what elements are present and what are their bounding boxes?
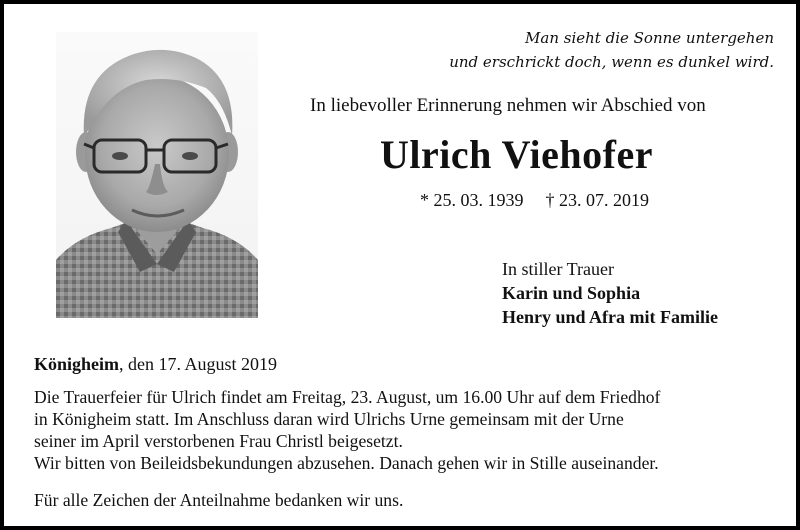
intro-line: In liebevoller Erinnerung nehmen wir Abschied von: [310, 95, 706, 116]
closing-thanks: Für alle Zeichen der Anteilnahme bedanken wir uns.: [34, 490, 404, 510]
mourners-lead: In stiller Trauer: [502, 259, 614, 279]
death-date: † 23. 07. 2019: [545, 190, 649, 210]
portrait-photo: [56, 32, 258, 318]
motto-quote: [449, 26, 774, 74]
motto-line-1: Man sieht die Sonne untergehen: [525, 29, 774, 47]
place-and-date: [34, 352, 277, 376]
life-dates: [420, 188, 649, 212]
mourners-line-1: Karin und Sophia: [502, 283, 641, 303]
motto-line-2: und erschrickt doch, wenn es dunkel wird.: [449, 53, 774, 71]
body-line-3: seiner im April verstorbenen Frau Christl beigesetzt.: [34, 431, 403, 451]
birth-date: * 25. 03. 1939: [420, 190, 524, 210]
place-name: Königheim: [34, 354, 120, 374]
body-line-2: in Königheim statt. Im Anschluss daran wird Ulrichs Urne gemeinsam mit der Urne: [34, 409, 624, 429]
notice-date: , den 17. August 2019: [119, 354, 278, 374]
mourners-line-2: Henry und Afra mit Familie: [502, 307, 718, 327]
body-line-4: Wir bitten von Beileidsbekundungen abzusehen. Danach gehen wir in Stille auseinander.: [34, 453, 659, 473]
body-line-1: Die Trauerfeier für Ulrich findet am Freitag, 23. August, um 16.00 Uhr auf dem Friedhof: [34, 387, 661, 407]
ceremony-details: [34, 386, 784, 474]
deceased-name: Ulrich Viehofer: [380, 132, 653, 177]
mourners-block: [502, 257, 718, 329]
